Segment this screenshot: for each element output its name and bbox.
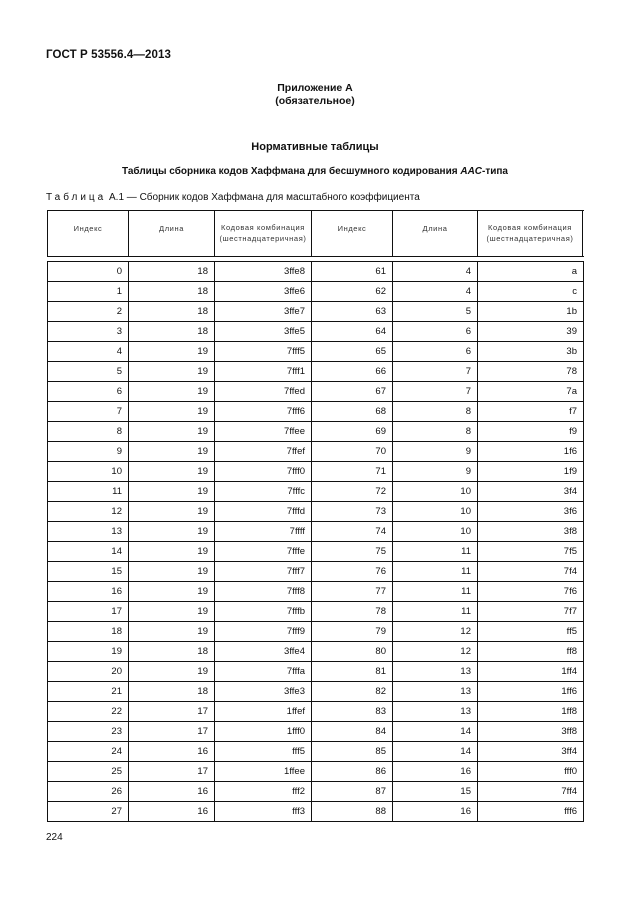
cell-code-2: ff5 [566,626,577,637]
cell-code-1: 1ffee [215,762,312,781]
cell-length-1: 17 [129,702,215,721]
table-row [48,382,583,402]
cell-length-2: 12 [393,622,478,641]
header-index-2: Индекс [312,211,393,256]
table-row [48,682,583,702]
cell-code-1: 3ffe8 [215,262,312,281]
header-code-2: Кодовая комбинация (шестнадцатеричная) [478,211,583,256]
table-row [48,362,583,382]
table-row [48,262,583,282]
table-row [48,762,583,782]
header-length-2: Длина [393,211,478,256]
cell-length-1: 19 [129,562,215,581]
cell-code-1: 7fffa [215,662,312,681]
cell-code-1: 7ffef [215,442,312,461]
table-row [48,522,583,542]
cell-index-1: 27 [48,802,129,821]
cell-index-2: 79 [312,622,393,641]
cell-length-1: 19 [129,362,215,381]
cell-code-2: 7a [566,386,577,397]
cell-length-2: 5 [393,302,478,321]
cell-length-1: 19 [129,582,215,601]
cell-code-2: 3ff4 [561,746,577,757]
cell-code-1: 7fff9 [215,622,312,641]
subsection-italic: AAC [460,166,483,177]
table-caption-text: А.1 — Сборник кодов Хаффмана для масштабного коэффициента [106,192,420,203]
cell-index-2: 77 [312,582,393,601]
header-code-1: Кодовая комбинация (шестнадцатеричная) [215,211,312,256]
cell-code-2: 78 [566,366,577,377]
cell-length-2: 13 [393,702,478,721]
cell-index-1: 20 [48,662,129,681]
cell-code-1: 3ffe7 [215,302,312,321]
cell-code-1: 7fffd [215,502,312,521]
cell-index-2: 80 [312,642,393,661]
cell-code-1: 7fffe [215,542,312,561]
cell-index-1: 11 [48,482,129,501]
cell-length-2: 11 [393,602,478,621]
cell-index-1: 19 [48,642,129,661]
cell-length-1: 18 [129,262,215,281]
table-row [48,602,583,622]
table-row [48,662,583,682]
cell-index-1: 22 [48,702,129,721]
cell-index-1: 12 [48,502,129,521]
cell-length-1: 19 [129,382,215,401]
cell-index-2: 63 [312,302,393,321]
cell-code-2: 3ff8 [561,726,577,737]
cell-index-1: 25 [48,762,129,781]
cell-index-1: 8 [48,422,129,441]
cell-code-2: f9 [569,426,577,437]
table-body [47,261,584,822]
cell-index-2: 84 [312,722,393,741]
cell-length-1: 17 [129,762,215,781]
cell-index-1: 13 [48,522,129,541]
cell-length-1: 18 [129,322,215,341]
table-row [48,562,583,582]
table-caption-label: Таблица [46,192,107,203]
cell-index-1: 14 [48,542,129,561]
cell-code-2: 1b [566,306,577,317]
cell-length-2: 11 [393,562,478,581]
cell-code-2: 7f7 [563,606,577,617]
cell-code-1: 7ffee [215,422,312,441]
cell-length-1: 17 [129,722,215,741]
cell-code-1: 7fff6 [215,402,312,421]
cell-length-2: 10 [393,502,478,521]
cell-length-2: 8 [393,402,478,421]
cell-index-2: 67 [312,382,393,401]
cell-length-2: 14 [393,742,478,761]
cell-length-1: 18 [129,682,215,701]
cell-code-2: 1ff4 [561,666,577,677]
cell-code-1: fff5 [215,742,312,761]
cell-length-1: 19 [129,442,215,461]
cell-index-2: 74 [312,522,393,541]
cell-length-2: 16 [393,802,478,821]
header-length-1: Длина [129,211,215,256]
cell-index-1: 23 [48,722,129,741]
cell-index-1: 15 [48,562,129,581]
cell-index-1: 0 [48,262,129,281]
cell-code-2: 1f6 [563,446,577,457]
cell-code-2: 3f4 [563,486,577,497]
table-row [48,462,583,482]
table-row [48,782,583,802]
cell-code-1: 7fff5 [215,342,312,361]
cell-index-2: 72 [312,482,393,501]
cell-length-1: 19 [129,402,215,421]
cell-code-1: 7fff0 [215,462,312,481]
subsection-suffix: -типа [482,166,508,177]
cell-length-2: 13 [393,662,478,681]
page-number: 224 [46,832,63,843]
cell-index-2: 85 [312,742,393,761]
cell-index-2: 66 [312,362,393,381]
table-row [48,322,583,342]
table-row [48,642,583,662]
cell-index-1: 17 [48,602,129,621]
cell-code-2: 3f6 [563,506,577,517]
cell-code-1: 1fff0 [215,722,312,741]
cell-length-1: 19 [129,342,215,361]
cell-length-2: 8 [393,422,478,441]
cell-index-2: 82 [312,682,393,701]
cell-length-1: 19 [129,502,215,521]
cell-length-2: 15 [393,782,478,801]
cell-index-2: 65 [312,342,393,361]
cell-code-1: fff3 [215,802,312,821]
cell-code-2: 3b [566,346,577,357]
cell-length-2: 10 [393,522,478,541]
cell-index-1: 10 [48,462,129,481]
cell-length-2: 9 [393,462,478,481]
table-row [48,742,583,762]
cell-code-1: 7fff8 [215,582,312,601]
cell-code-2: 7f4 [563,566,577,577]
table-row [48,342,583,362]
subsection-title [0,166,630,177]
cell-code-2: 39 [566,326,577,337]
table-row [48,802,583,822]
cell-code-1: 3ffe5 [215,322,312,341]
cell-index-1: 3 [48,322,129,341]
cell-index-2: 81 [312,662,393,681]
cell-index-1: 18 [48,622,129,641]
table-row [48,302,583,322]
cell-index-2: 73 [312,502,393,521]
cell-code-2: 3f8 [563,526,577,537]
cell-code-2: a [571,266,577,277]
cell-index-2: 75 [312,542,393,561]
cell-code-2: 7f5 [563,546,577,557]
table-caption [46,192,420,203]
cell-length-2: 7 [393,382,478,401]
table-row [48,622,583,642]
cell-index-2: 88 [312,802,393,821]
cell-index-2: 78 [312,602,393,621]
table-row [48,482,583,502]
cell-code-2: 1ff6 [561,686,577,697]
cell-index-1: 6 [48,382,129,401]
section-title: Нормативные таблицы [251,141,379,153]
cell-index-2: 70 [312,442,393,461]
cell-length-1: 18 [129,642,215,661]
cell-code-2: c [572,286,577,297]
cell-index-1: 2 [48,302,129,321]
cell-index-1: 1 [48,282,129,301]
cell-index-1: 5 [48,362,129,381]
cell-code-1: 3ffe4 [215,642,312,661]
cell-code-1: 1ffef [215,702,312,721]
cell-code-1: 7ffed [215,382,312,401]
cell-index-2: 83 [312,702,393,721]
cell-code-2: fff6 [564,806,577,817]
cell-index-2: 86 [312,762,393,781]
table-row [48,722,583,742]
cell-index-1: 21 [48,682,129,701]
table-row [48,582,583,602]
cell-length-2: 13 [393,682,478,701]
cell-length-2: 4 [393,282,478,301]
cell-length-1: 16 [129,782,215,801]
cell-index-2: 64 [312,322,393,341]
cell-length-2: 12 [393,642,478,661]
table-row [48,702,583,722]
cell-code-1: 7fff7 [215,562,312,581]
cell-length-1: 16 [129,802,215,821]
cell-length-2: 9 [393,442,478,461]
cell-index-2: 71 [312,462,393,481]
cell-length-1: 18 [129,282,215,301]
table-row [48,502,583,522]
standard-number: ГОСТ Р 53556.4—2013 [46,49,171,61]
cell-length-1: 19 [129,622,215,641]
appendix-title: Приложение А [277,82,353,94]
cell-code-2: ff8 [566,646,577,657]
appendix-subtitle: (обязательное) [275,95,355,107]
cell-index-2: 69 [312,422,393,441]
cell-index-2: 76 [312,562,393,581]
cell-code-1: 3ffe6 [215,282,312,301]
cell-length-2: 6 [393,342,478,361]
cell-code-1: 7fffb [215,602,312,621]
cell-index-2: 87 [312,782,393,801]
table-row [48,422,583,442]
cell-length-1: 19 [129,482,215,501]
cell-length-1: 19 [129,662,215,681]
cell-length-2: 6 [393,322,478,341]
cell-index-2: 68 [312,402,393,421]
cell-code-2: 7ff4 [561,786,577,797]
cell-code-1: fff2 [215,782,312,801]
huffman-table [47,210,584,822]
cell-length-1: 19 [129,602,215,621]
table-row [48,402,583,422]
cell-code-1: 7ffff [215,522,312,541]
cell-length-1: 16 [129,742,215,761]
cell-length-2: 11 [393,542,478,561]
cell-code-2: 1ff8 [561,706,577,717]
cell-index-1: 9 [48,442,129,461]
cell-index-1: 4 [48,342,129,361]
subsection-prefix: Таблицы сборника кодов Хаффмана для бесшумного кодирования [121,166,461,177]
cell-index-1: 24 [48,742,129,761]
cell-code-2: 7f6 [563,586,577,597]
cell-code-2: fff0 [564,766,577,777]
cell-length-2: 4 [393,262,478,281]
header-index-1: Индекс [48,211,129,256]
cell-code-2: f7 [569,406,577,417]
cell-length-2: 10 [393,482,478,501]
cell-length-2: 7 [393,362,478,381]
cell-index-1: 26 [48,782,129,801]
cell-length-1: 19 [129,422,215,441]
cell-index-2: 61 [312,262,393,281]
cell-length-1: 19 [129,522,215,541]
cell-index-1: 7 [48,402,129,421]
cell-length-2: 16 [393,762,478,781]
table-row [48,282,583,302]
cell-index-1: 16 [48,582,129,601]
cell-length-1: 19 [129,542,215,561]
cell-code-2: 1f9 [563,466,577,477]
cell-length-1: 18 [129,302,215,321]
cell-index-2: 62 [312,282,393,301]
cell-code-1: 3ffe3 [215,682,312,701]
cell-code-1: 7fff1 [215,362,312,381]
table-row [48,542,583,562]
cell-length-1: 19 [129,462,215,481]
cell-length-2: 11 [393,582,478,601]
cell-code-1: 7fffc [215,482,312,501]
table-row [48,442,583,462]
table-header [47,210,584,257]
cell-length-2: 14 [393,722,478,741]
